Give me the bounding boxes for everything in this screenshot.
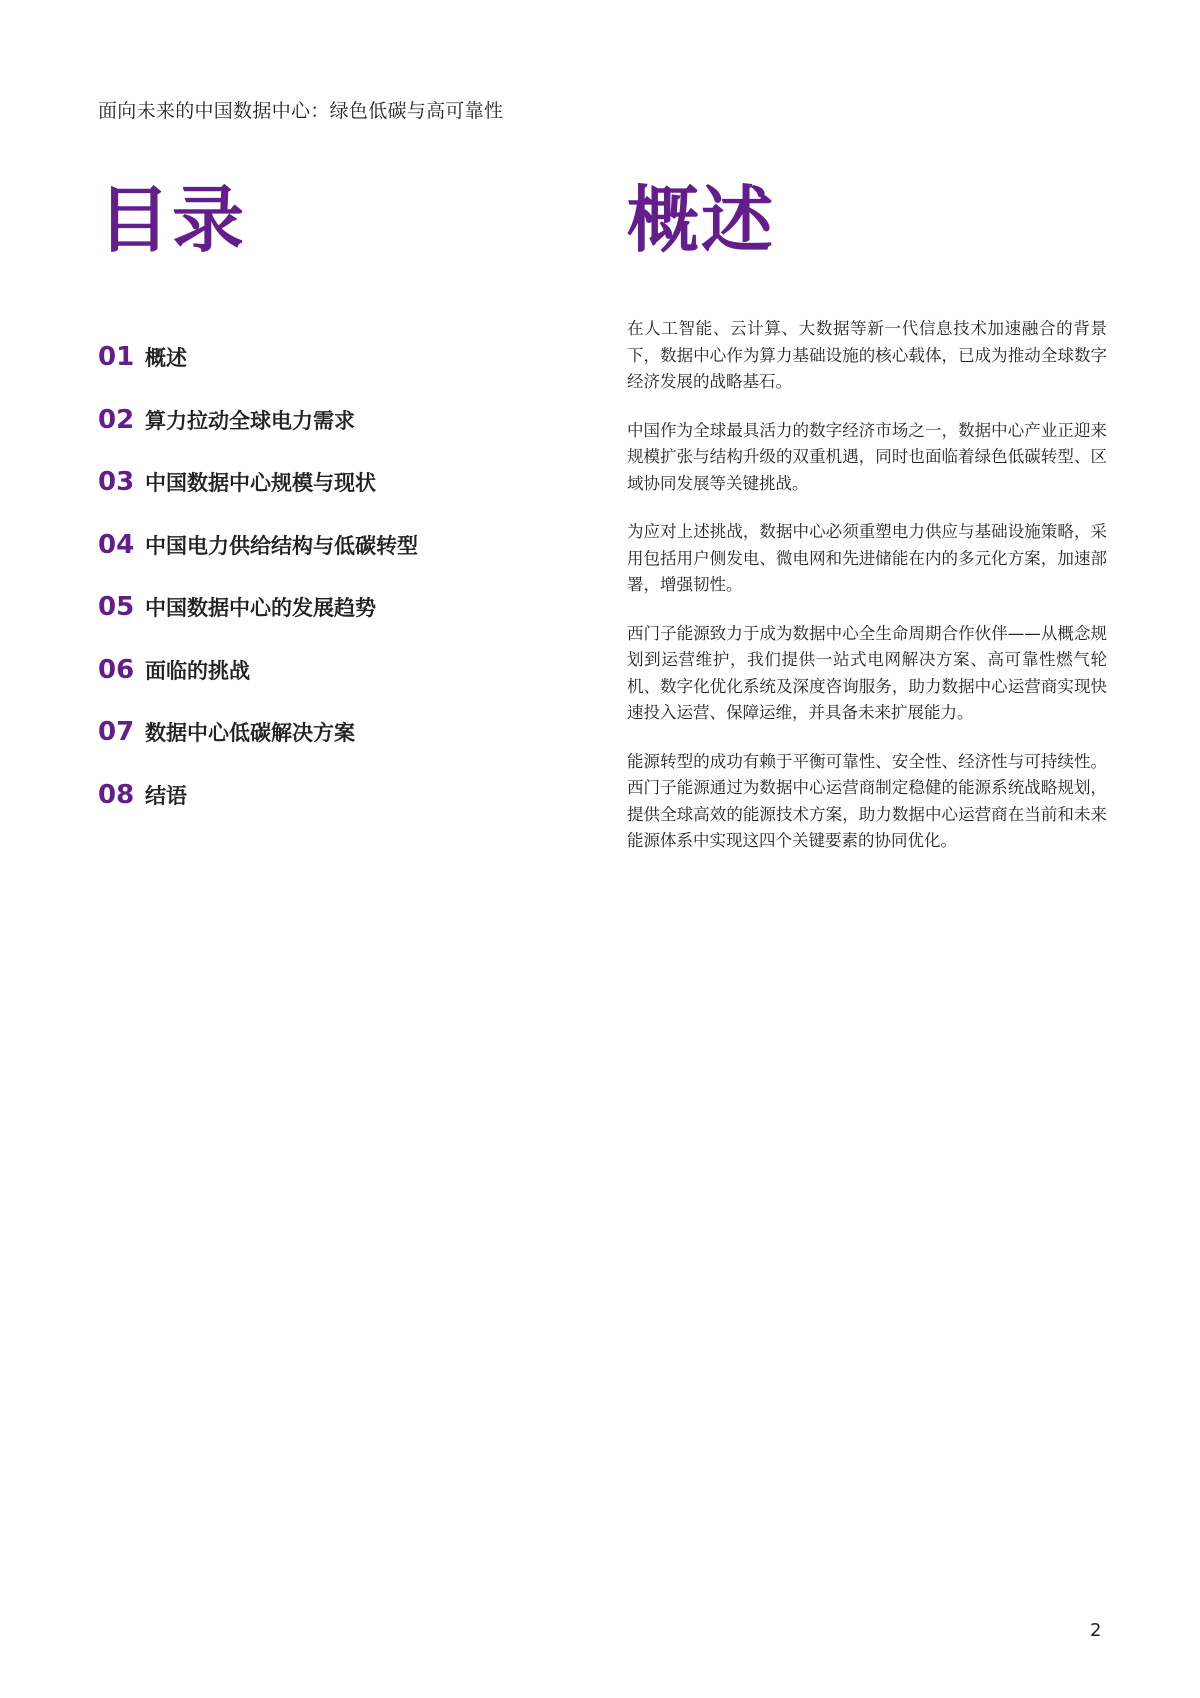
toc-item-number: 01 xyxy=(98,342,135,373)
toc-item-number: 07 xyxy=(98,717,135,748)
toc-item-01[interactable] xyxy=(98,326,418,389)
toc-list xyxy=(98,326,418,826)
toc-item-label: 结语 xyxy=(145,783,187,808)
toc-item-04[interactable] xyxy=(98,514,418,577)
overview-paragraph-5: 能源转型的成功有赖于平衡可靠性、安全性、经济性与可持续性。西门子能源通过为数据中心运营商制定稳健的能源系统战略规划，提供全球高效的能源技术方案，助力数据中心运营商在当前和未来能源体系中实现这四个关键要素的协同优化。 xyxy=(627,751,1107,850)
toc-item-02[interactable] xyxy=(98,389,418,452)
overview-paragraph-3: 为应对上述挑战，数据中心必须重塑电力供应与基础设施策略，采用包括用户侧发电、微电网和先进储能在内的多元化方案，加速部署，增强韧性。 xyxy=(627,522,1107,594)
overview-paragraph-1: 在人工智能、云计算、大数据等新一代信息技术加速融合的背景下，数据中心作为算力基础设施的核心载体，已成为推动全球数字经济发展的战略基石。 xyxy=(627,319,1107,391)
toc-item-03[interactable] xyxy=(98,451,418,514)
toc-item-number: 04 xyxy=(98,529,135,560)
toc-item-label: 面临的挑战 xyxy=(145,658,250,683)
toc-item-08[interactable] xyxy=(98,764,418,827)
overview-title: 概述 xyxy=(627,178,776,262)
toc-item-number: 02 xyxy=(98,404,135,435)
toc-item-number: 06 xyxy=(98,654,135,685)
toc-item-label: 数据中心低碳解决方案 xyxy=(145,721,355,746)
toc-item-label: 中国数据中心的发展趋势 xyxy=(145,596,376,621)
overview-body xyxy=(627,316,1107,877)
toc-item-label: 概述 xyxy=(145,346,187,371)
overview-paragraph-2: 中国作为全球最具活力的数字经济市场之一，数据中心产业正迎来规模扩张与结构升级的双重机遇，同时也面临着绿色低碳转型、区域协同发展等关键挑战。 xyxy=(627,420,1107,493)
toc-item-number: 03 xyxy=(98,467,135,498)
overview-paragraph-4: 西门子能源致力于成为数据中心全生命周期合作伙伴——从概念规划到运营维护，我们提供一站式电网解决方案、高可靠性燃气轮机、数字化优化系统及深度咨询服务，助力数据中心运营商实现快速投入运营、保障运维，并具备未来扩展能力。 xyxy=(627,623,1107,722)
page-number: 2 xyxy=(1090,1620,1102,1641)
toc-item-07[interactable] xyxy=(98,701,418,764)
toc-item-number: 05 xyxy=(98,592,135,623)
toc-item-label: 中国电力供给结构与低碳转型 xyxy=(145,533,418,558)
running-header-title: 面向未来的中国数据中心：绿色低碳与高可靠性 xyxy=(98,100,504,122)
toc-item-05[interactable] xyxy=(98,576,418,639)
toc-title: 目录 xyxy=(98,178,247,262)
toc-item-label: 中国数据中心规模与现状 xyxy=(145,471,376,496)
toc-item-06[interactable] xyxy=(98,639,418,702)
toc-item-number: 08 xyxy=(98,779,135,810)
overview-section xyxy=(627,178,1107,850)
toc-item-label: 算力拉动全球电力需求 xyxy=(145,408,355,433)
table-of-contents xyxy=(98,178,558,810)
